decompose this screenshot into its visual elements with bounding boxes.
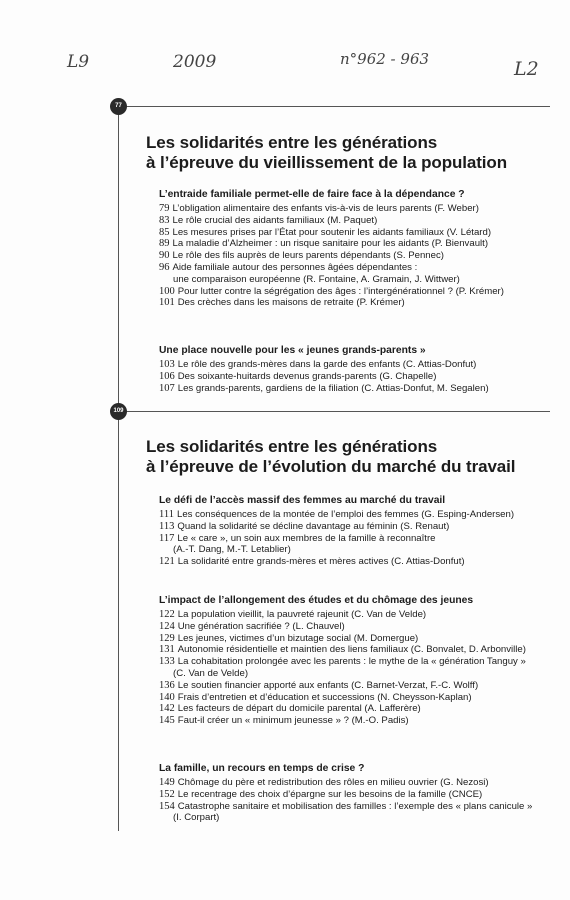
- part-1-title-line-1: Les solidarités entre les générations: [146, 133, 438, 152]
- entry-title: Pour lutter contre la ségrégation des âges : l’intergénérationnel ? (P. Krémer): [177, 285, 504, 297]
- page-number: 129: [159, 632, 175, 644]
- part-2-section-1: [159, 494, 559, 568]
- section-heading: Le défi de l’accès massif des femmes au marché du travail: [159, 495, 446, 506]
- toc-entry: [159, 227, 559, 239]
- section-heading: Une place nouvelle pour les « jeunes grands-parents »: [159, 345, 426, 356]
- toc-entry: [159, 789, 559, 801]
- part-1-section-1: [159, 188, 559, 309]
- toc-entry: [159, 621, 559, 633]
- page-number: 117: [159, 532, 175, 544]
- entry-title: Les conséquences de la montée de l’emploi des femmes (G. Esping-Andersen): [176, 509, 515, 520]
- part-2-rule: [118, 411, 550, 412]
- part-1-title: [146, 133, 507, 173]
- page-number: 133: [159, 656, 175, 668]
- page-number: 136: [159, 679, 175, 691]
- toc-entry-continuation: (A.-T. Dang, M.-T. Letablier): [173, 544, 291, 556]
- page-number: 100: [159, 285, 175, 297]
- page-number: 106: [159, 370, 175, 382]
- entry-title: La solidarité entre grands-mères et mères actives (C. Attias-Donfut): [177, 556, 465, 568]
- toc-entry: [159, 556, 559, 568]
- section-heading: L’entraide familiale permet-elle de faire face à la dépendance ?: [159, 189, 465, 200]
- page-number: 85: [159, 226, 170, 238]
- toc-entry: [159, 238, 559, 250]
- page-number: 142: [159, 703, 175, 715]
- page-number: 131: [159, 644, 175, 656]
- page-number: 122: [159, 609, 175, 620]
- entry-title: Le rôle des grands-mères dans la garde des enfants (C. Attias-Donfut): [177, 359, 477, 370]
- page-number: 90: [159, 250, 170, 262]
- part-1-vertical-rule: [118, 106, 119, 411]
- part-2-title-line-2: à l’épreuve de l’évolution du marché du travail: [146, 457, 516, 476]
- toc-entry: [159, 680, 559, 692]
- toc-entry: [159, 509, 559, 521]
- handwritten-note-year: 2009: [173, 52, 217, 72]
- toc-entry-continuation: une comparaison européenne (R. Fontaine, A. Gramain, J. Wittwer): [173, 273, 460, 285]
- entry-title: La maladie d’Alzheimer : un risque sanitaire pour les aidants (P. Bienvault): [172, 238, 489, 250]
- entry-title: Le rôle crucial des aidants familiaux (M. Paquet): [172, 214, 378, 226]
- entry-title: La cohabitation prolongée avec les parents : le mythe de la « génération Tanguy »: [177, 656, 526, 668]
- toc-entry: [159, 203, 559, 215]
- part-1-rule: [118, 106, 550, 107]
- page-number: 107: [159, 382, 175, 394]
- part-2-section-3: [159, 762, 559, 824]
- toc-entry: [159, 250, 559, 262]
- part-2-section-2: [159, 594, 559, 727]
- entry-title: Le « care », un soin aux membres de la famille à reconnaître: [177, 532, 436, 544]
- part-2-title-line-1: Les solidarités entre les générations: [146, 437, 438, 456]
- toc-entry: [159, 297, 559, 309]
- toc-entry: [159, 715, 559, 727]
- page-number: 154: [159, 800, 175, 812]
- page-number: 140: [159, 691, 175, 703]
- toc-entry: [159, 262, 559, 274]
- toc-entry: [159, 703, 559, 715]
- handwritten-note-issue-number: n°962 - 963: [340, 50, 430, 68]
- toc-entry: [159, 801, 559, 813]
- handwritten-note-right: L2: [514, 58, 539, 80]
- entry-title: Des crèches dans les maisons de retraite (P. Krémer): [177, 297, 405, 309]
- entry-title: Le soutien financier apporté aux enfants (C. Barnet-Verzat, F.-C. Wolff): [177, 679, 479, 691]
- entry-title: Frais d’entretien et d’éducation et successions (N. Cheysson-Kaplan): [177, 691, 472, 703]
- toc-entry: [159, 644, 559, 656]
- entry-title: L’obligation alimentaire des enfants vis-à-vis de leurs parents (F. Weber): [172, 203, 479, 214]
- toc-entry: [159, 521, 559, 533]
- entry-title: Chômage du père et redistribution des rôles en milieu ouvrier (G. Nezosi): [177, 777, 489, 788]
- toc-entry: [159, 633, 559, 645]
- page-number: 103: [159, 359, 175, 370]
- page-number: 89: [159, 238, 170, 250]
- part-1-title-line-2: à l’épreuve du vieillissement de la population: [146, 153, 508, 172]
- toc-entry: [159, 609, 559, 621]
- page-number: 83: [159, 214, 170, 226]
- page-number: 145: [159, 715, 175, 727]
- section-heading: L’impact de l’allongement des études et du chômage des jeunes: [159, 595, 474, 606]
- toc-entry: [159, 359, 559, 371]
- entry-title: Aide familiale autour des personnes âgées dépendantes :: [172, 261, 418, 273]
- toc-entry-continuation: (C. Van de Velde): [173, 667, 249, 679]
- page-number: 96: [159, 261, 170, 273]
- handwritten-note-left: L9: [67, 52, 90, 72]
- entry-title: Les jeunes, victimes d’un bizutage social (M. Domergue): [177, 632, 419, 644]
- part-2-vertical-rule: [118, 411, 119, 831]
- entry-title: Les mesures prises par l’État pour soutenir les aidants familiaux (V. Létard): [172, 226, 492, 238]
- page-number: 101: [159, 297, 175, 309]
- toc-entry: [159, 656, 559, 668]
- toc-entry: [159, 371, 559, 383]
- page-number: 124: [159, 620, 175, 632]
- entry-title: La population vieillit, la pauvreté rajeunit (C. Van de Velde): [177, 609, 427, 620]
- entry-title: Faut-il créer un « minimum jeunesse » ? (M.-O. Padis): [177, 715, 409, 727]
- page-number: 121: [159, 556, 175, 568]
- toc-entry: [159, 777, 559, 789]
- entry-title: Les facteurs de départ du domicile parental (A. Lafferère): [177, 703, 421, 715]
- toc-entry: [159, 533, 559, 545]
- entry-title: Les grands-parents, gardiens de la filiation (C. Attias-Donfut, M. Segalen): [177, 382, 489, 394]
- toc-entry: [159, 692, 559, 704]
- page-number: 113: [159, 520, 175, 532]
- toc-entry: [159, 383, 559, 395]
- entry-title: Des soixante-huitards devenus grands-parents (G. Chapelle): [177, 370, 437, 382]
- part-1-page-badge: 77: [110, 98, 127, 115]
- part-1-section-2: [159, 344, 559, 394]
- entry-title: Catastrophe sanitaire et mobilisation des familles : l’exemple des « plans canicule »: [177, 800, 533, 812]
- page-number: 149: [159, 777, 175, 788]
- entry-title: Une génération sacrifiée ? (L. Chauvel): [177, 620, 345, 632]
- toc-entry: [159, 215, 559, 227]
- part-2-title: [146, 437, 515, 477]
- part-2-page-badge: 109: [110, 403, 127, 420]
- page-number: 79: [159, 203, 170, 214]
- toc-entry: [159, 286, 559, 298]
- page-number: 111: [159, 509, 174, 520]
- entry-title: Quand la solidarité se décline davantage au féminin (S. Renaut): [177, 520, 450, 532]
- entry-title: Autonomie résidentielle et maintien des liens familiaux (C. Bonvalet, D. Arbonville): [177, 644, 526, 656]
- section-heading: La famille, un recours en temps de crise ?: [159, 763, 365, 774]
- entry-title: Le rôle des fils auprès de leurs parents dépendants (S. Pennec): [172, 250, 444, 262]
- page-number: 152: [159, 788, 175, 800]
- toc-entry-continuation: (I. Corpart): [173, 812, 220, 824]
- entry-title: Le recentrage des choix d’épargne sur les besoins de la famille (CNCE): [177, 788, 483, 800]
